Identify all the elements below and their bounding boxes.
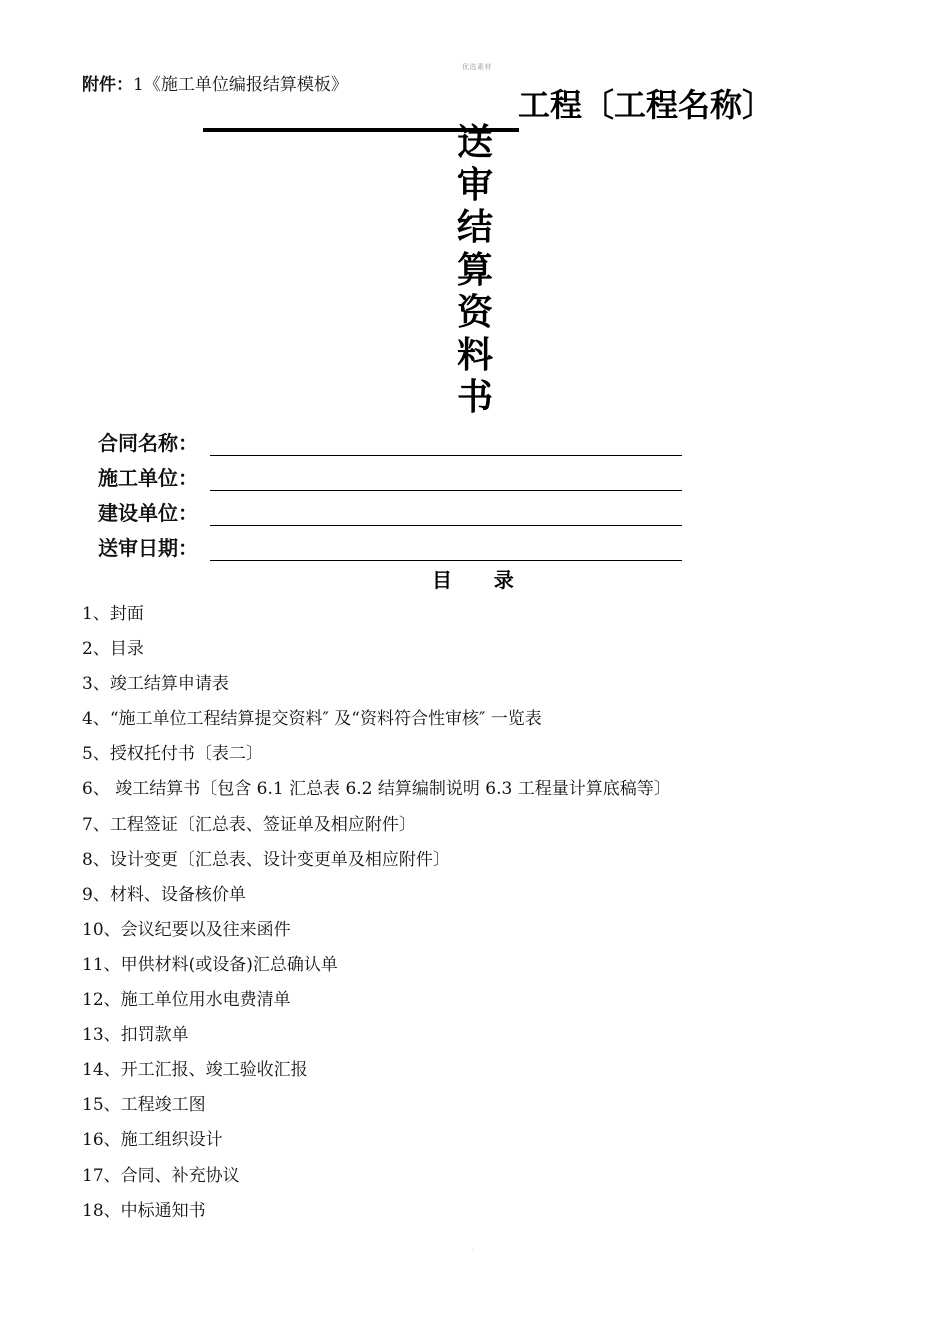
toc-item: 4、“施工单位工程结算提交资料″ 及“资料符合性审核″ 一览表 — [82, 709, 542, 730]
title-char: 审 — [456, 164, 493, 206]
toc-item: 3、竣工结算申请表 — [82, 674, 229, 695]
project-title: 工程〔工程名称〕 — [518, 86, 775, 124]
submit-date-label: 送审日期： — [98, 536, 198, 560]
owner-label: 建设单位： — [98, 501, 198, 525]
toc-item: 7、工程签证〔汇总表、签证单及相应附件〕 — [82, 814, 416, 835]
submit-date-row — [98, 533, 698, 568]
toc-item: 2、目录 — [82, 639, 144, 660]
toc-item: 13、扣罚款单 — [82, 1025, 189, 1046]
toc-item: 18、中标通知书 — [82, 1200, 206, 1221]
title-char: 料 — [456, 334, 493, 376]
toc-heading: 目 录 — [432, 568, 514, 592]
contractor-row — [98, 463, 698, 498]
submit-date-blank — [210, 560, 682, 561]
title-char: 书 — [456, 377, 493, 418]
watermark-text: 优选素材 — [462, 63, 492, 71]
contractor-label: 施工单位： — [98, 466, 198, 490]
toc-item: 8、设计变更〔汇总表、设计变更单及相应附件〕 — [82, 849, 450, 870]
title-char: 送 — [456, 122, 493, 163]
toc-item: 9、材料、设备核价单 — [82, 884, 246, 905]
attachment-note — [82, 70, 348, 95]
owner-blank — [210, 525, 682, 526]
title-char: 结 — [456, 207, 493, 248]
owner-row — [98, 498, 698, 533]
table-of-contents — [82, 601, 671, 1233]
attachment-text: 1《施工单位编报结算模板》 — [133, 75, 348, 95]
toc-item: 11、甲供材料(或设备)汇总确认单 — [82, 954, 338, 975]
toc-item: 10、会议纪要以及往来函件 — [82, 919, 291, 940]
contract-name-row — [98, 428, 698, 463]
toc-item: 15、工程竣工图 — [82, 1095, 206, 1116]
toc-item: 1、封面 — [82, 604, 144, 624]
toc-item: 17、合同、补充协议 — [82, 1165, 240, 1186]
contractor-blank — [210, 490, 682, 491]
contract-name-label: 合同名称： — [98, 431, 198, 455]
toc-item: 16、施工组织设计 — [82, 1130, 223, 1151]
vertical-document-title — [455, 122, 495, 420]
toc-item: 6、 竣工结算书〔包含 6.1 汇总表 6.2 结算编制说明 6.3 工程量计算底稿等〕 — [82, 779, 671, 800]
footer-mark: . — [472, 1245, 474, 1252]
contract-name-blank — [210, 455, 682, 456]
cover-info-fields — [98, 428, 698, 568]
title-char: 资 — [456, 292, 493, 333]
title-char: 算 — [456, 249, 493, 291]
toc-item: 5、授权托付书〔表二〕 — [82, 744, 263, 765]
attachment-label: 附件： — [82, 75, 133, 95]
toc-item: 12、施工单位用水电费清单 — [82, 990, 291, 1011]
toc-item: 14、开工汇报、竣工验收汇报 — [82, 1060, 308, 1081]
